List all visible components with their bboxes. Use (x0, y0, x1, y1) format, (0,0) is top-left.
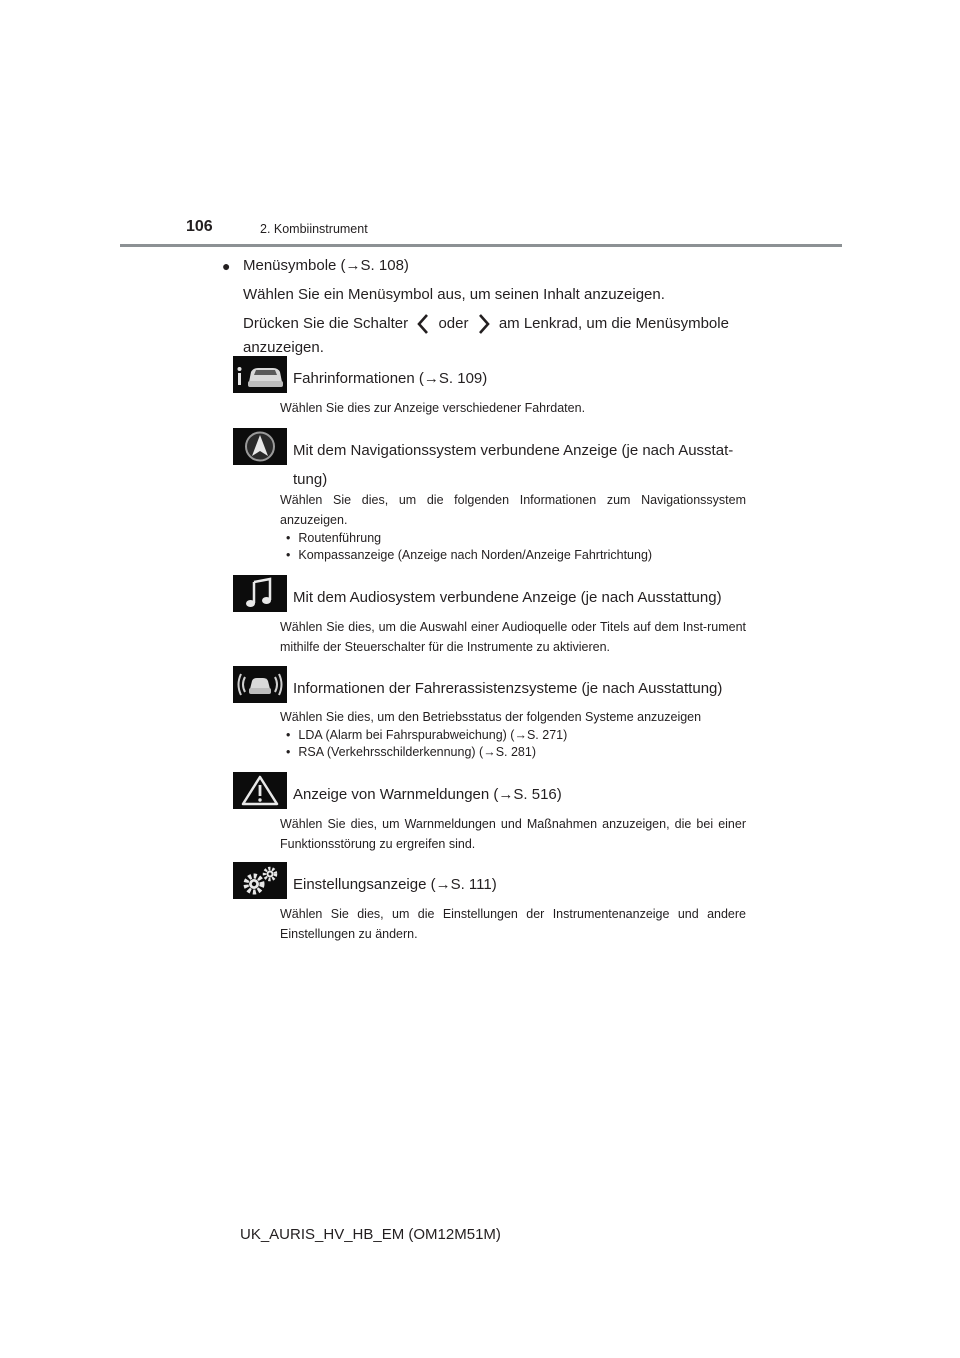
bullet-icon: ● (222, 258, 231, 274)
menu-item-desc: Wählen Sie dies, um die Auswahl einer Audioquelle oder Titels auf dem Inst-rument mithilfe der Steuerschalter für die Instrumente zu aktivieren. (280, 620, 746, 654)
list-item: • LDA (Alarm bei Fahrspurabweichung) (→S. 271) (286, 727, 746, 744)
chevron-right-icon (477, 313, 491, 335)
intro-line-1: Wählen Sie ein Menüsymbol aus, um seinen Inhalt anzuzeigen. (243, 286, 665, 303)
intro-line-2 (243, 312, 752, 336)
intro-line-3: anzuzeigen. (243, 339, 324, 356)
warning-triangle-icon (233, 772, 287, 809)
navigation-arrow-icon (233, 428, 287, 465)
menu-item-bullets (280, 530, 746, 564)
intro-section (222, 254, 752, 360)
list-item: • RSA (Verkehrsschilderkennung) (→S. 281) (286, 744, 746, 761)
music-note-icon (233, 575, 287, 612)
gears-icon (233, 862, 287, 899)
menu-item-desc-text: Wählen Sie dies, um die folgenden Informationen zum Navigationssystem anzuzeigen. (280, 493, 746, 527)
car-info-icon (233, 356, 287, 393)
list-item: • Kompassanzeige (Anzeige nach Norden/Anzeige Fahrtrichtung) (286, 547, 746, 564)
header-rule (120, 244, 842, 247)
menu-item-desc-text: Wählen Sie dies, um den Betriebsstatus der folgenden Systeme anzuzeigen (280, 710, 702, 724)
intro-line-2-b: oder (438, 315, 469, 332)
intro-line-2-a: Drücken Sie die Schalter (243, 315, 409, 332)
footer-code: UK_AURIS_HV_HB_EM (OM12M51M) (240, 1226, 501, 1243)
page-number: 106 (186, 218, 213, 235)
chevron-left-icon (416, 313, 430, 335)
driver-assist-icon (233, 666, 287, 703)
menu-item-title: Mit dem Navigationssystem verbundene Anzeige (je nach Ausstat-tung) (293, 442, 734, 488)
menu-item-desc: Wählen Sie dies zur Anzeige verschiedener Fahrdaten. (280, 401, 586, 415)
menu-item-bullets (280, 727, 746, 761)
intro-line-2-c: am Lenkrad, um die Menüsymbole (498, 315, 729, 332)
menu-item-desc: Wählen Sie dies, um die Einstellungen der Instrumentenanzeige und andere Einstellungen zu ändern. (280, 907, 746, 941)
menu-item-desc (280, 707, 746, 761)
menu-item-desc: Wählen Sie dies, um Warnmeldungen und Maßnahmen anzuzeigen, die bei einer Funktionsstörung zu ergreifen sind. (280, 817, 746, 851)
menu-item-desc (280, 490, 746, 564)
menu-item-title: Anzeige von Warnmeldungen (→S. 516) (293, 786, 562, 803)
menu-item-title: Mit dem Audiosystem verbundene Anzeige (je nach Ausstattung) (293, 589, 722, 606)
list-item: • Routenführung (286, 530, 746, 547)
menu-item-title: Fahrinformationen (→S. 109) (293, 370, 488, 387)
menu-item-title: Informationen der Fahrerassistenzsysteme (je nach Ausstattung) (293, 680, 723, 697)
menu-item-title: Einstellungsanzeige (→S. 111) (293, 876, 497, 893)
chapter-title: 2. Kombiinstrument (260, 222, 368, 236)
intro-heading: Menüsymbole (→S. 108) (243, 257, 409, 274)
